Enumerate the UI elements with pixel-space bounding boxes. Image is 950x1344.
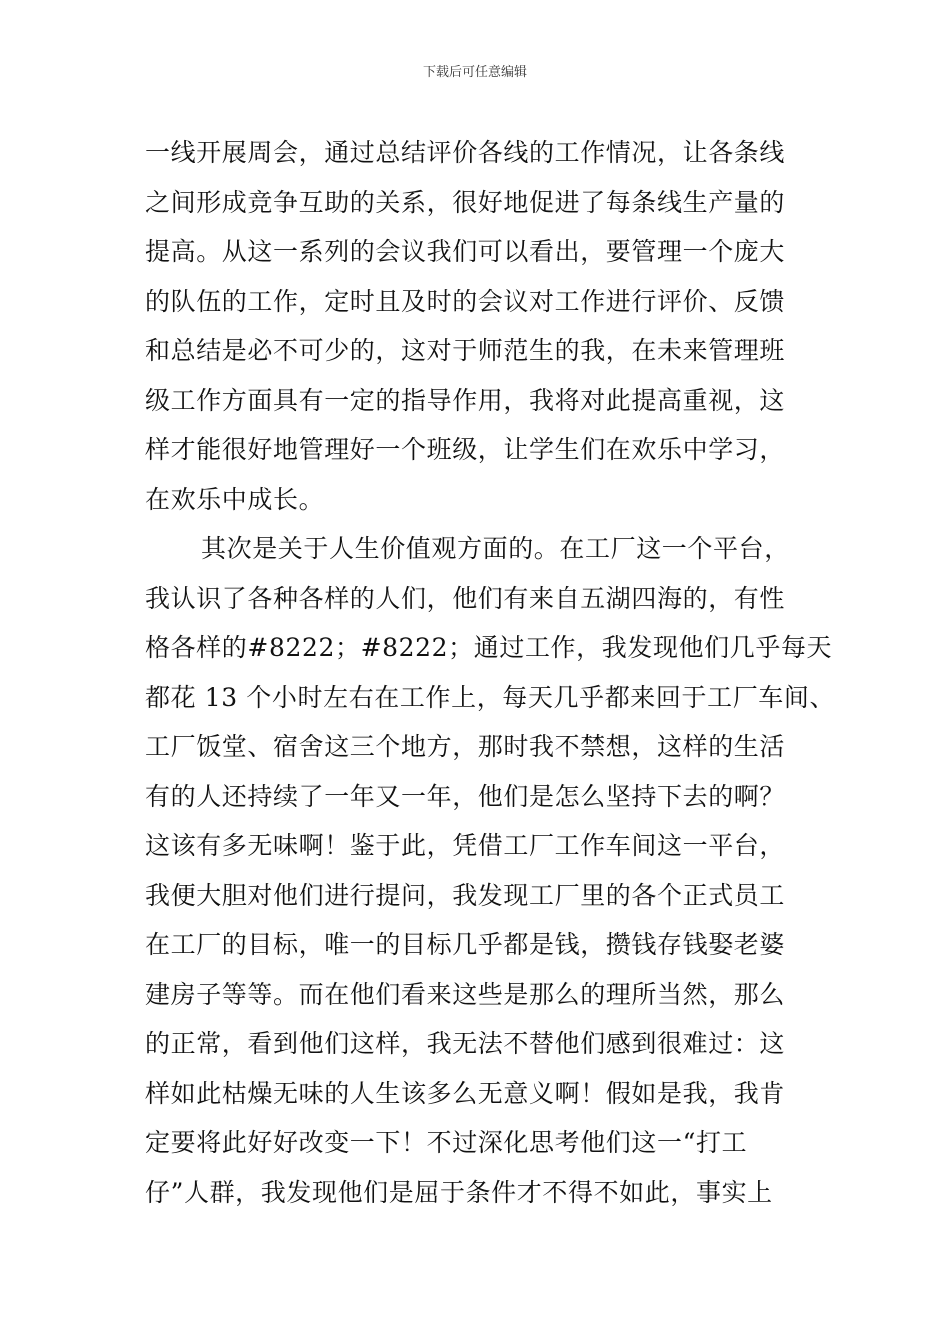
text-line: 定要将此好好改变一下！不过深化思考他们这一“打工: [145, 1128, 748, 1157]
text-line: 工厂饭堂、宿舍这三个地方，那时我不禁想，这样的生活: [145, 732, 786, 761]
text-line: 和总结是必不可少的，这对于师范生的我，在未来管理班: [145, 336, 786, 365]
text-line: 有的人还持续了一年又一年，他们是怎么坚持下去的啊？: [145, 781, 786, 811]
text-line: 在工厂的目标，唯一的目标几乎都是钱，攒钱存钱娶老婆: [145, 930, 786, 959]
text-line: 样才能很好地管理好一个班级，让学生们在欢乐中学习，: [145, 435, 786, 464]
text-line: 样如此枯燥无味的人生该多么无意义啊！假如是我，我肯: [145, 1078, 786, 1108]
text-line: 在欢乐中成长。: [145, 484, 325, 514]
text-line: 我认识了各种各样的人们，他们有来自五湖四海的，有性: [145, 583, 786, 613]
text-line: 我便大胆对他们进行提问，我发现工厂里的各个正式员工: [145, 880, 786, 910]
document-body: [145, 128, 845, 1217]
page-header: 下载后可任意编辑: [422, 65, 527, 80]
text-line-indented: 其次是关于人生价值观方面的。在工厂这一个平台，: [201, 534, 790, 563]
text-line: 仔”人群，我发现他们是屈于条件才不得不如此，事实上: [145, 1177, 773, 1207]
text-line: 一线开展周会，通过总结评价各线的工作情况，让各条线: [145, 138, 786, 167]
text-line: 的队伍的工作，定时且及时的会议对工作进行评价、反馈: [145, 286, 786, 316]
text-line: 的正常，看到他们这样，我无法不替他们感到很难过：这: [145, 1029, 786, 1058]
text-line: 这该有多无味啊！鉴于此，凭借工厂工作车间这一平台，: [145, 831, 786, 860]
text-line: 都花 13 个小时左右在工作上，每天几乎都来回于工厂车间、: [145, 682, 836, 712]
text-line: 建房子等等。而在他们看来这些是那么的理所当然，那么: [145, 979, 786, 1009]
text-line: 级工作方面具有一定的指导作用，我将对此提高重视，这: [145, 385, 786, 415]
text-line: 提高。从这一系列的会议我们可以看出，要管理一个庞大: [145, 237, 786, 266]
text-line: 之间形成竞争互助的关系，很好地促进了每条线生产量的: [145, 187, 786, 217]
text-line: 格各样的#8222；#8222；通过工作，我发现他们几乎每天: [145, 633, 833, 662]
